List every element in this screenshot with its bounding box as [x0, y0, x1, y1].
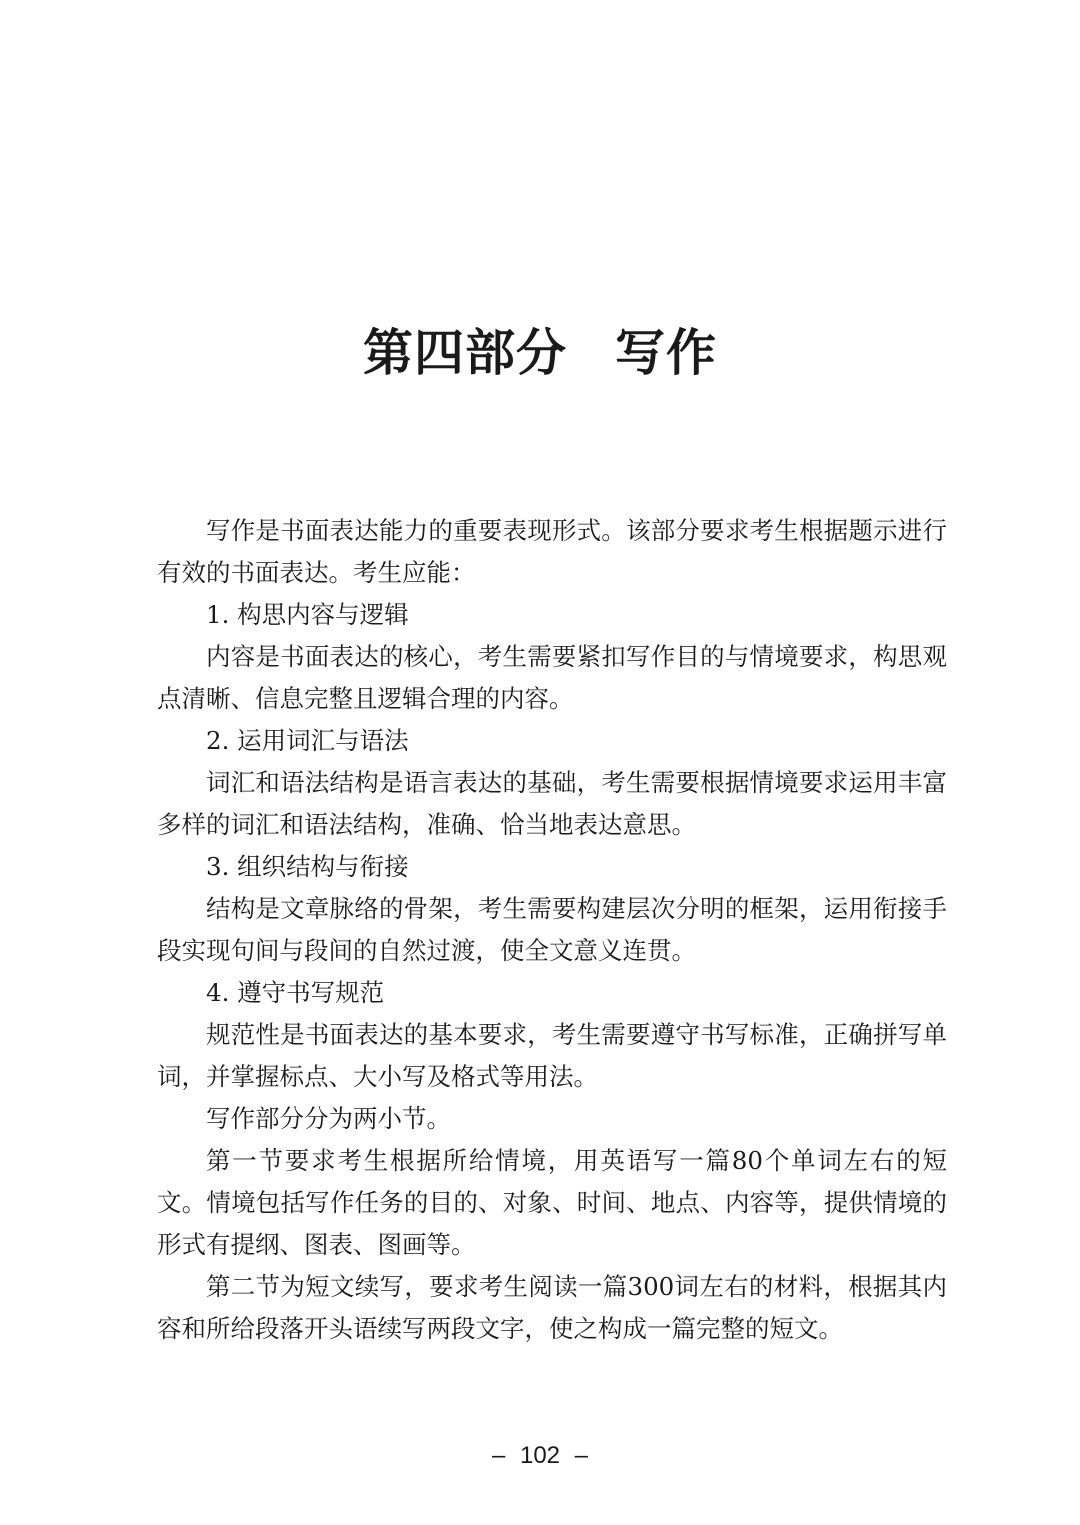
paragraph-vocabulary-grammar: 词汇和语法结构是语言表达的基础，考生需要根据情境要求运用丰富多样的词汇和语法结构，准确、恰当地表达意思。	[157, 768, 947, 839]
subheading-content-logic: 1. 构思内容与逻辑	[206, 600, 409, 629]
subheading-structure-cohesion: 3. 组织结构与衔接	[206, 852, 409, 881]
subheading-vocabulary-grammar: 2. 运用词汇与语法	[206, 726, 409, 755]
page-title	[0, 318, 1080, 388]
paragraph-content-logic: 内容是书面表达的核心，考生需要紧扣写作目的与情境要求，构思观点清晰、信息完整且逻辑合理的内容。	[157, 642, 947, 713]
title-part: 第四部分	[363, 324, 567, 382]
body-text	[157, 510, 947, 1350]
paragraph-section-two: 第二节为短文续写，要求考生阅读一篇300词左右的材料，根据其内容和所给段落开头语续写两段文字，使之构成一篇完整的短文。	[157, 1272, 947, 1343]
title-name: 写作	[615, 324, 717, 382]
subheading-writing-norms: 4. 遵守书写规范	[206, 978, 385, 1007]
intro-paragraph: 写作是书面表达能力的重要表现形式。该部分要求考生根据题示进行有效的书面表达。考生应能：	[157, 516, 947, 587]
paragraph-writing-norms: 规范性是书面表达的基本要求，考生需要遵守书写标准，正确拼写单词，并掌握标点、大小写及格式等用法。	[157, 1020, 947, 1091]
paragraph-sections-overview: 写作部分分为两小节。	[206, 1104, 451, 1133]
page-number: – 102 –	[491, 1442, 589, 1469]
paragraph-structure-cohesion: 结构是文章脉络的骨架，考生需要构建层次分明的框架，运用衔接手段实现句间与段间的自然过渡，使全文意义连贯。	[157, 894, 947, 965]
paragraph-section-one: 第一节要求考生根据所给情境，用英语写一篇80个单词左右的短文。情境包括写作任务的目的、对象、时间、地点、内容等，提供情境的形式有提纲、图表、图画等。	[157, 1146, 947, 1259]
